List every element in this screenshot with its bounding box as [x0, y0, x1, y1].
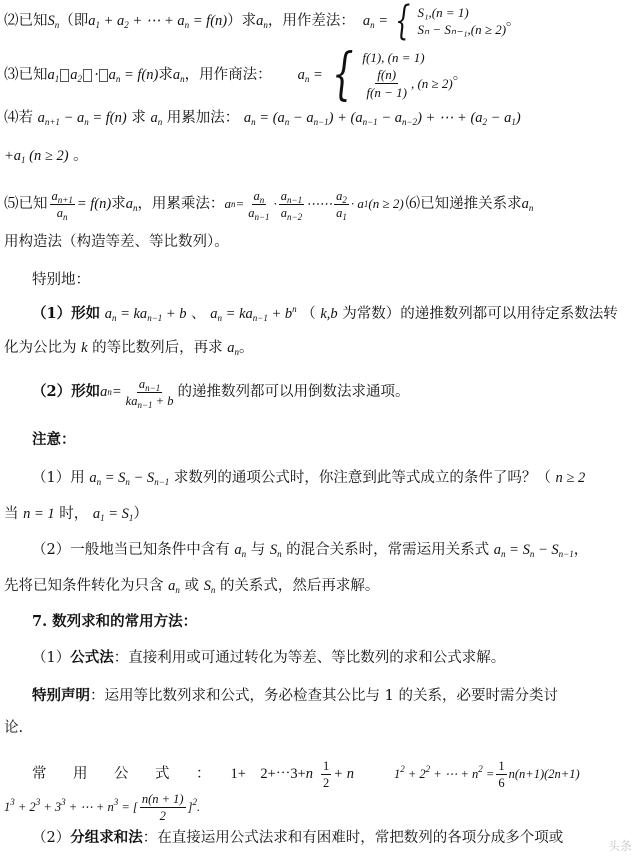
formula: $+a_1$ (n ≥ 2) — [4, 148, 69, 165]
fraction: $\frac{1}{2}$ — [323, 758, 330, 790]
formula: = f(n) — [76, 196, 112, 212]
text: 注意： — [32, 431, 76, 448]
rule-3-quotient-method — [0, 42, 640, 107]
text: （2）一般地当已知条件中含有 — [32, 542, 230, 558]
text: 化为公比为 — [4, 340, 77, 356]
special-heading — [0, 270, 640, 290]
common-formulas — [0, 754, 640, 794]
formula: $a_n = S_n - S_{n-1}$ — [493, 542, 574, 559]
formula-method — [0, 648, 640, 668]
text: ⑸已知 — [4, 196, 48, 212]
text: 或 — [184, 578, 199, 594]
special-1-continued: 化为公比为 k 的等比数列后，再求 $a_n$。 — [4, 340, 254, 357]
formula: $a_n$ — [227, 340, 240, 357]
text: 特别地： — [32, 272, 90, 288]
formula: a n = $\frac{a_{n-1}}{ka_{n-1} + b}$ — [100, 376, 174, 410]
text: 用累加法： — [166, 110, 240, 126]
formula: $a_n = (a_n - a_{n-1}) + (a_{n-1} - a_{n-2})$ + ⋯ + $(a_2 - a_1)$ — [243, 110, 521, 127]
text: ：在直接运用公式法求和有困难时，常把数列的各项分成多个项或 — [142, 830, 564, 846]
formula: ]$^2$. — [187, 797, 201, 814]
case-row: f(1), (n = 1) — [362, 50, 425, 65]
text: ⑹已知递推关系求 — [405, 196, 522, 212]
text: 论. — [4, 720, 24, 736]
rule-4-continued — [0, 146, 640, 166]
formula: $a_n$ — [168, 578, 180, 595]
rule-4-cumulative-sum — [0, 108, 640, 128]
text: 与 — [250, 542, 266, 558]
formula: $S_n$ — [269, 542, 282, 559]
formula: $1^3 + 2^3 + 3^3$ + ⋯ + $n^3$ = [ — [4, 797, 138, 814]
fraction: $\frac{a_{n+1}}{a_n}$ — [51, 188, 73, 222]
formula: $a_n = S_n - S_{n-1}$ — [89, 470, 170, 487]
text: 求 — [158, 67, 173, 83]
formula: n = 1 — [23, 506, 55, 522]
formula: $a_n$ — [521, 196, 534, 213]
rule-2-difference-method — [0, 0, 640, 44]
text: ，用作商法： — [184, 67, 272, 83]
text: 。 — [452, 67, 468, 83]
fraction: $\frac{n(n + 1)}{2}$ — [141, 791, 184, 823]
rule-5-cumulative-product — [0, 184, 640, 224]
text: 用构造法（构造等差、等比数列）。 — [4, 234, 229, 250]
formula: $S_n$ — [47, 13, 60, 30]
text: 为常数）的递推数列都可以用待定系数法转 — [342, 306, 618, 322]
text: （1）用 — [32, 470, 85, 486]
note-2: （2）一般地当已知条件中含有 $a_n$ 与 $S_n$ 的混合关系时，常需运用关系式 $a_n = S_n - S_{n-1}$， — [32, 542, 589, 559]
text: ⑶已知 — [4, 67, 48, 83]
text: ：运用等比数列求和公式，务必检查其公比与 1 的关系，必要时需分类讨 — [90, 688, 558, 704]
formula: $1^2 + 2^2$ + ⋯ + $n^2$ = — [393, 764, 495, 781]
text: ）求 — [227, 13, 257, 29]
case-row: Sₙ − Sₙ₋₁,(n ≥ 2) — [417, 22, 507, 37]
formula: k — [81, 340, 88, 356]
text: 的混合关系时，常需运用关系式 — [286, 542, 490, 558]
piecewise-formula — [325, 42, 453, 107]
formula: $a_n$ — [150, 110, 163, 127]
formula: $a_n$ — [256, 13, 268, 30]
formula: a n = $\frac{a_n}{a_{n-1}}$ · $\frac{a_{n-1}}{a_{n-2}}$ ⋯⋯ $\frac{a_2}{a_1}$ · a 1 (n ≥ 2) — [224, 188, 404, 222]
watermark: 头条 — [607, 839, 632, 853]
piecewise-formula — [390, 0, 507, 44]
text: 时， — [59, 506, 89, 522]
text: ，用作差法： — [267, 13, 355, 29]
text: 7. 数列求和的常用方法： — [32, 613, 198, 630]
text: 先将已知条件转化为只含 — [4, 578, 164, 594]
formula: $a_n = ka_{n-1} + b^n$ — [210, 304, 297, 323]
label: 特别声明 — [32, 687, 90, 704]
item-number: （2） — [32, 830, 71, 846]
special-statement-continued — [0, 718, 640, 738]
item-number: （2）形如 — [32, 383, 101, 400]
method-name: 公式法 — [70, 649, 114, 666]
formula: $a_1 = S_1$ — [92, 506, 134, 523]
text: 的递推数列都可以用倒数法求通项。 — [177, 384, 410, 400]
formula: $a_1$ $a_2 \cdot a_n = f(n)$ — [47, 67, 159, 84]
special-1 — [0, 304, 640, 324]
text: ⑷若 — [4, 110, 33, 126]
method-name: 分组求和法 — [70, 829, 143, 846]
text: 当 — [4, 506, 19, 522]
sum-of-cubes — [0, 790, 640, 824]
text: 求 — [111, 196, 126, 212]
note-1 — [0, 468, 640, 488]
section-7-heading — [0, 612, 640, 632]
text: 、 — [191, 306, 206, 322]
text: ，用累乘法： — [137, 196, 225, 212]
item-number: （1）形如 — [32, 305, 101, 322]
formula: n ≥ 2 — [555, 470, 586, 486]
special-2 — [0, 372, 640, 412]
formula: $S_n$ — [203, 578, 216, 595]
item-number: （1） — [32, 650, 71, 666]
text: 常 用 公 式 ： — [32, 766, 217, 782]
text: 。 — [73, 148, 88, 164]
text: 求 — [131, 110, 146, 126]
case-row: $\frac{f(n)}{f(n - 1)}$ , (n ≥ 2) — [366, 67, 453, 100]
formula: 1+ 2+⋯3+ — [230, 766, 306, 782]
formula: $a_n$ = — [362, 13, 389, 30]
note-1-continued: 当 n = 1 时， $a_1 = S_1$） — [4, 506, 148, 523]
text: ⑵已知 — [4, 13, 48, 29]
text: 的等比数列后，再求 — [92, 340, 223, 356]
construction-method — [0, 232, 640, 252]
formula: $a_n$ = — [297, 67, 323, 84]
case-row: S₁,(n = 1) — [417, 5, 469, 20]
brace: { — [331, 42, 354, 107]
text: 。 — [506, 13, 521, 29]
formula: $a_{n+1} - a_n = f(n)$ — [37, 110, 127, 127]
formula: $a_n$ — [125, 196, 138, 213]
fraction: $\frac{1}{6}$ — [498, 758, 505, 790]
note-2-continued — [0, 576, 640, 596]
special-statement — [0, 686, 640, 706]
text: （ — [301, 306, 316, 322]
formula: $a_n = ka_{n-1} + b$ — [104, 306, 187, 323]
text: 求数列的通项公式时，你注意到此等式成立的条件了吗？（ — [173, 470, 551, 486]
formula: $a_1 + a_2$ + ⋯ + $a_n = f(n)$ — [88, 13, 228, 30]
formula: n(n+1)(2n+1) — [508, 767, 580, 781]
formula: $a_n$ — [234, 542, 247, 559]
note-heading — [0, 430, 640, 450]
brace: { — [395, 0, 411, 44]
formula: $a_n$ — [172, 67, 185, 84]
formula: k,b — [320, 306, 338, 322]
text: 的关系式，然后再求解。 — [219, 578, 380, 594]
grouping-method — [0, 828, 640, 848]
formula: + n — [333, 766, 354, 782]
text: ：直接利用或可通过转化为等差、等比数列的求和公式求解。 — [113, 650, 506, 666]
text: （即 — [59, 13, 89, 29]
formula: n — [305, 766, 314, 782]
